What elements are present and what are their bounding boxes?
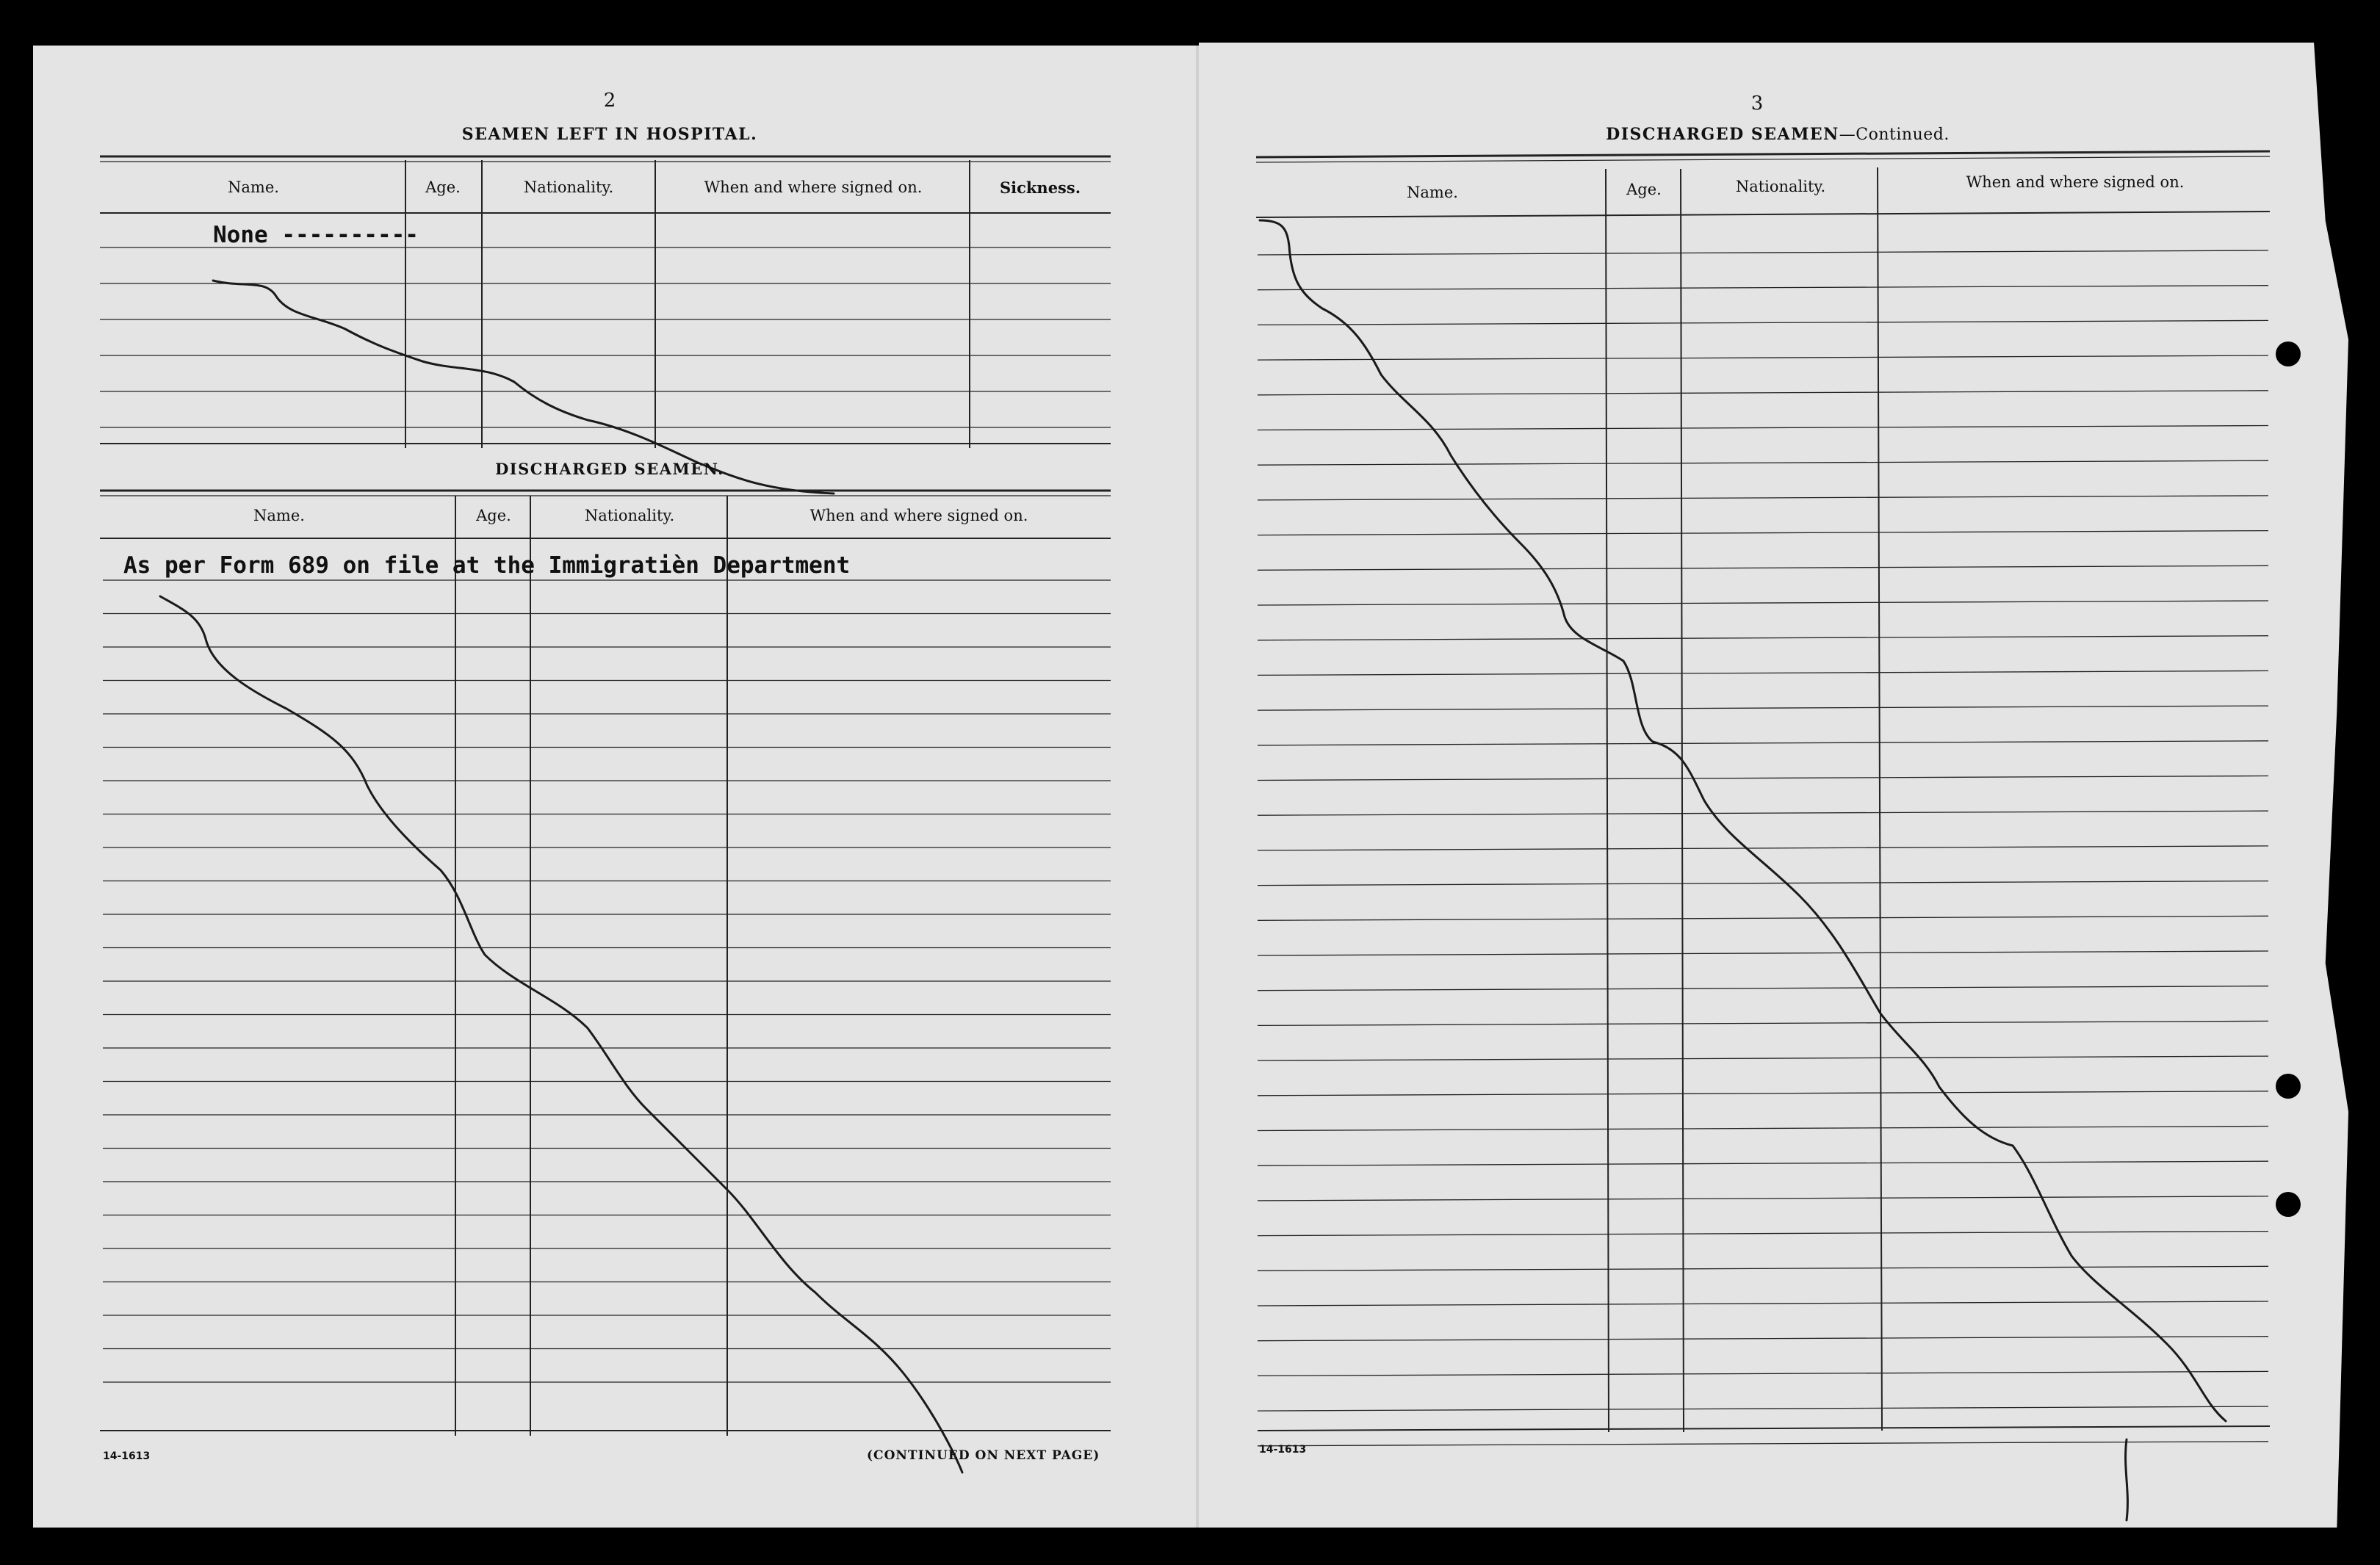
rule-line — [1258, 601, 2268, 605]
col-age: Age. — [425, 178, 461, 196]
page-number: 2 — [603, 90, 616, 112]
rule-line — [1258, 320, 2268, 325]
rule-line — [1258, 426, 2268, 430]
hospital-heading: SEAMEN LEFT IN HOSPITAL. — [461, 125, 758, 144]
col-nationality: Nationality. — [523, 178, 614, 196]
continued-note: (CONTINUED ON NEXT PAGE) — [867, 1448, 1100, 1463]
table-bottom-border — [1258, 1426, 2270, 1431]
rule-line — [1258, 250, 2268, 255]
form-number: 14-1613 — [1259, 1444, 1307, 1456]
strike-line-discharged — [160, 596, 962, 1472]
rule-line — [1258, 986, 2268, 991]
discharged-continued-heading — [1543, 125, 2013, 144]
page-number: 3 — [1750, 93, 1764, 115]
rule-line — [1258, 1091, 2268, 1096]
col-name: Name. — [1407, 184, 1458, 201]
col-nationality: Nationality. — [1735, 178, 1826, 195]
hospital-entry: None ---------- — [213, 222, 419, 248]
rule-line — [1258, 1021, 2268, 1025]
rule-line — [1258, 776, 2268, 781]
rule-line — [1258, 1371, 2268, 1376]
rule-line — [1258, 1337, 2268, 1341]
heading-text: DISCHARGED SEAMEN — [1606, 125, 1839, 144]
rule-line — [1258, 1056, 2268, 1060]
col-signed-on: When and where signed on. — [704, 178, 923, 196]
rule-line — [1258, 951, 2268, 955]
col-age: Age. — [476, 507, 511, 524]
form-number: 14-1613 — [103, 1450, 151, 1462]
rule-line — [1258, 706, 2268, 710]
rule-line — [1258, 846, 2268, 850]
rule-line — [1258, 460, 2268, 465]
rule-line — [1258, 565, 2268, 570]
col-nationality: Nationality. — [584, 507, 675, 524]
table-top-border — [1256, 151, 2270, 157]
rule-line — [1258, 811, 2268, 815]
paper-tear — [2126, 1439, 2128, 1520]
rule-line — [1258, 1406, 2268, 1411]
discharged-heading: DISCHARGED SEAMEN. — [495, 460, 724, 478]
rule-line — [1258, 636, 2268, 640]
heading-suffix: —Continued. — [1839, 126, 1950, 144]
col-sickness: Sickness. — [999, 178, 1081, 197]
rule-line — [1258, 881, 2268, 886]
rule-line — [1258, 355, 2268, 360]
rule-line — [1258, 391, 2268, 395]
rule-line — [1258, 1196, 2268, 1201]
rule-line — [1258, 1442, 2268, 1446]
rule-line — [1258, 1127, 2268, 1131]
col-name: Name. — [253, 507, 305, 524]
rule-line — [1258, 1232, 2268, 1236]
col-age: Age. — [1626, 181, 1662, 198]
rule-line — [1258, 496, 2268, 500]
rule-line — [1258, 286, 2268, 290]
rule-line — [1258, 741, 2268, 745]
strike-line-right — [1260, 220, 2226, 1421]
rule-line — [1258, 916, 2268, 920]
rule-line — [1258, 1301, 2268, 1306]
discharged-entry: As per Form 689 on file at the Immigratièn Department — [123, 552, 851, 579]
rule-line — [1258, 1266, 2268, 1271]
col-signed-on: When and where signed on. — [1966, 173, 2185, 191]
col-name: Name. — [228, 178, 279, 196]
rule-line — [1258, 671, 2268, 675]
rule-line — [1258, 1161, 2268, 1165]
col-signed-on: When and where signed on. — [809, 507, 1028, 524]
rule-line — [1258, 531, 2268, 535]
header-rule — [1256, 212, 2270, 217]
